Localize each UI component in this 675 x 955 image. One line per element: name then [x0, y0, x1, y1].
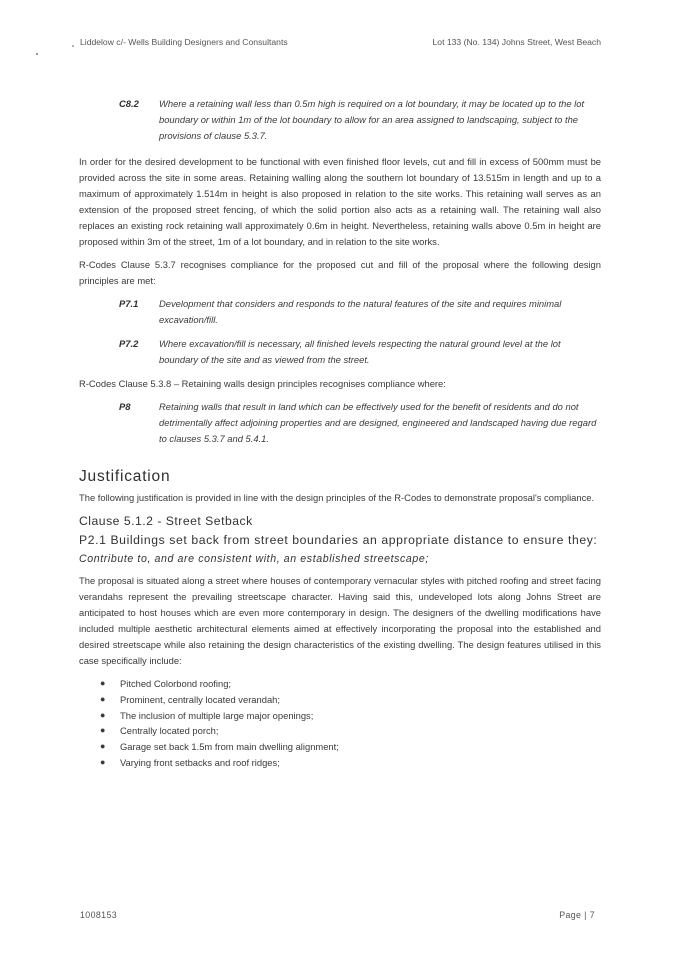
bullet-icon: ●	[100, 678, 106, 688]
bullet-icon: ●	[100, 709, 106, 720]
principle-subheading: Contribute to, and are consistent with, an established streetscape;	[79, 553, 429, 565]
list-item	[100, 676, 601, 692]
list-item	[100, 692, 601, 708]
header-right: Lot 133 (No. 134) Johns Street, West Beach	[432, 37, 601, 47]
list-item-text: The inclusion of multiple large major openings;	[120, 709, 314, 721]
clause-text: Where excavation/fill is necessary, all finished levels respecting the natural ground level at the lot boundary of the site and as viewed from the street.	[159, 338, 561, 365]
footer-doc-number: 1008153	[80, 910, 118, 920]
clause-c8-2	[119, 96, 601, 144]
paragraph-retaining-walls: In order for the desired development to be functional with even finished floor levels, cut and fill in excess of 500mm must be provided across the site in some areas. Retaining walling along the southern lot boundary of 13.515m in length and up to a maximum of approximately 1.514m in height is also proposed in relation to the site works. This retaining wall serves as an extension of the proposed street fencing, of which the solid portion also acts as a retaining wall. The retaining wall also replaces an existing rock retaining wall approximately 0.6m in height. Nevertheless, retaining walls above 0.5m in height are proposed within 3m of the street, 1m of a lot boundary, and in relation to the site works.	[79, 156, 601, 247]
design-features-list	[79, 676, 601, 771]
justification-intro: The following justification is provided in line with the design principles of the R-Codes to demonstrate proposal's compliance.	[79, 492, 595, 503]
bullet-icon: ●	[100, 741, 106, 752]
paragraph-retaining-principles: R-Codes Clause 5.3.8 – Retaining walls design principles recognises compliance where:	[79, 378, 446, 389]
scan-speck	[72, 45, 74, 47]
clause-code: P7.2	[119, 338, 139, 349]
principle-heading: P2.1 Buildings set back from street boundaries an appropriate distance to ensure they:	[79, 533, 598, 547]
list-item-text: Garage set back 1.5m from main dwelling alignment;	[120, 741, 339, 753]
clause-text: Development that considers and responds to the natural features of the site and requires minimal excavation/fill.	[159, 298, 562, 325]
bullet-icon: ●	[100, 693, 106, 704]
paragraph-cut-fill: R-Codes Clause 5.3.7 recognises compliance for the proposed cut and fill of the proposal where the following design principles are met:	[79, 259, 601, 286]
header-left: Liddelow c/- Wells Building Designers and Consultants	[80, 37, 288, 47]
clause-text: Where a retaining wall less than 0.5m high is required on a lot boundary, it may be located up to the lot boundary or within 1m of the lot boundary to allow for an area assigned to landscaping, subject to the provisions of clause 5.3.7.	[159, 98, 585, 141]
list-item	[100, 739, 601, 755]
justification-heading: Justification	[79, 468, 171, 485]
clause-text: Retaining walls that result in land which can be effectively used for the benefit of residents and do not detrimentally affect adjoining properties and are designed, engineered and landscaped having due regard to clauses 5.3.7 and 5.4.1.	[159, 401, 597, 444]
bullet-icon: ●	[100, 756, 106, 767]
list-item	[100, 723, 601, 739]
list-item-text: Pitched Colorbond roofing;	[120, 678, 232, 689]
clause-p7-2	[119, 336, 601, 368]
bullet-icon: ●	[100, 725, 106, 736]
list-item	[100, 755, 601, 771]
clause-code: P8	[119, 401, 131, 412]
clause-p8	[119, 399, 601, 447]
page-content	[79, 96, 601, 771]
list-item-text: Prominent, centrally located verandah;	[120, 693, 280, 705]
list-item-text: Varying front setbacks and roof ridges;	[120, 756, 280, 768]
footer-page-number: Page | 7	[559, 910, 595, 920]
streetscape-paragraph: The proposal is situated along a street where houses of contemporary vernacular styles with pitched roofing and street facing verandahs represent the prevailing streetscape character. Having said this, undeveloped lots along Johns Street are anticipated to host houses which are even more contemporary in design. The designers of the dwelling modifications have included multiple aesthetic architectural elements aimed at effectively incorporating the proposal into the established and desired streetscape while also retaining the design characteristics of the existing dwelling. The design features utilised in this case specifically include:	[79, 575, 601, 666]
list-item	[100, 708, 601, 724]
scan-speck	[36, 53, 38, 55]
clause-code: P7.1	[119, 298, 139, 309]
clause-code: C8.2	[119, 98, 139, 109]
clause-heading: Clause 5.1.2 - Street Setback	[79, 514, 253, 528]
clause-p7-1	[119, 296, 601, 328]
list-item-text: Centrally located porch;	[120, 725, 219, 737]
